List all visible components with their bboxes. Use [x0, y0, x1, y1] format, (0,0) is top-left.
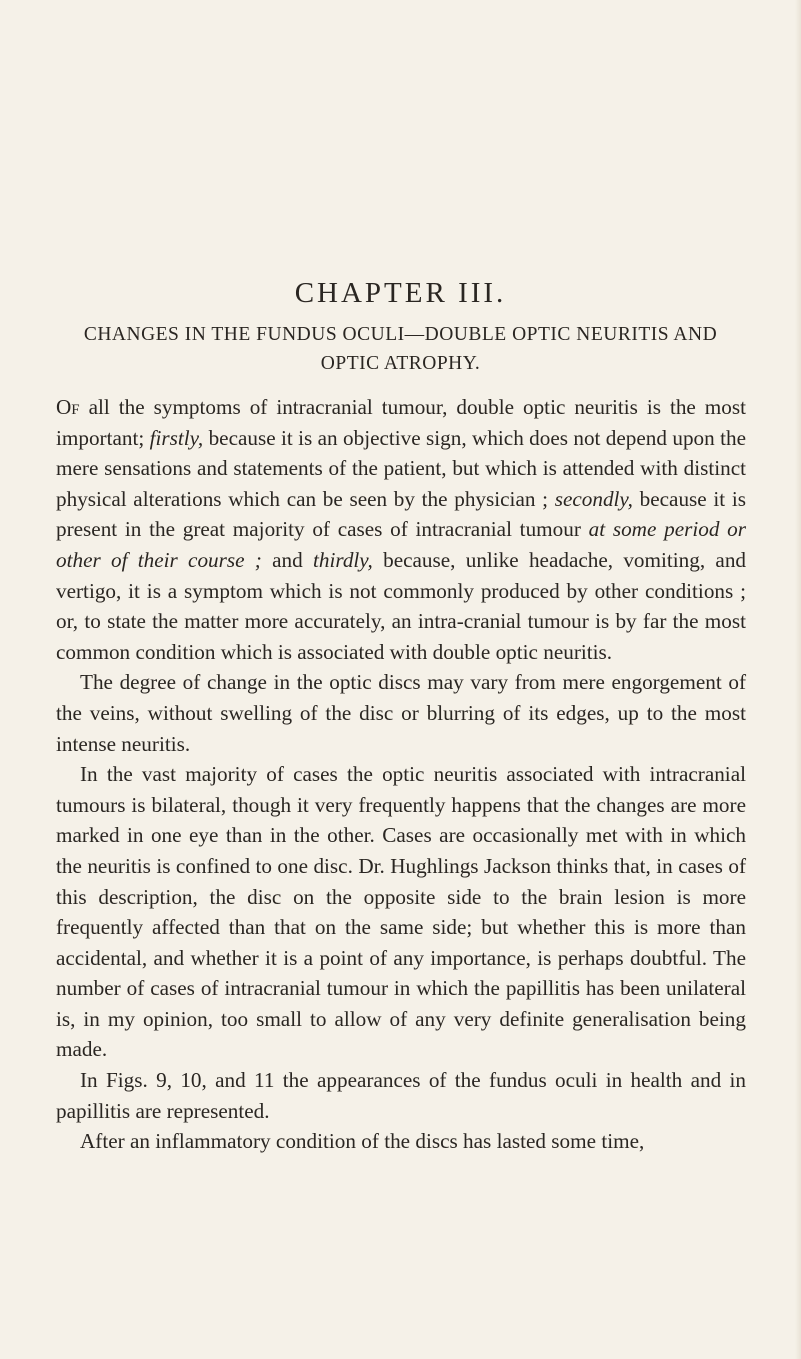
page-edge-shadow [795, 0, 801, 1359]
paragraph-4: In Figs. 9, 10, and 11 the appearances of the fundus oculi in health and in papillitis are represented. [56, 1068, 746, 1123]
italic-run: at some period or other of their course ; [56, 517, 746, 572]
text-run: because it is an objective sign, which does not depend upon the mere sensations and statements of the patient, but which is attended with distinct physical alterations which can be seen by the physician ; [56, 425, 746, 511]
text-run: all the symptoms of intracranial tumour, double optic neuritis is the most important; [56, 395, 746, 450]
body-text [56, 392, 746, 1157]
text-run: because it is present in the great majority of cases of intracranial tumour [56, 486, 746, 542]
italic-run: secondly, [554, 486, 633, 511]
italic-run: firstly, [149, 425, 204, 450]
italic-run: thirdly, [313, 547, 373, 572]
paragraph-2: The degree of change in the optic discs may vary from mere engorgement of the veins, without swelling of the disc or blurring of its edges, up to the most intense neuritis. [56, 670, 746, 756]
chapter-title: CHAPTER III. [294, 277, 507, 310]
paragraph-lead-word: Of [56, 395, 80, 419]
chapter-subtitle: CHANGES IN THE FUNDUS OCULI—DOUBLE OPTIC NEURITIS AND OPTIC ATROPHY. [83, 324, 718, 374]
text-run: because, unlike headache, vomiting, and vertigo, it is a symptom which is not commonly produced by other conditions ; or, to state the matter more accurately, an intra-cranial tumour is by far the most common condition which is associated with double optic neuritis. [56, 547, 747, 664]
paragraph-3: In the vast majority of cases the optic neuritis associated with intracranial tumours is bilateral, though it very frequently happens that the changes are more marked in one eye than in the other. Cases are occasionally met with in which the neuritis is confined to one disc. Dr. Hughlings Jackson thinks that, in cases of this description, the disc on the opposite side to the brain lesion is more frequently affected than that on the same side; but whether this is more than accidental, and whether it is a point of any importance, is perhaps doubtful. The number of cases of intracranial tumour in which the papillitis has been unilateral is, in my opinion, too small to allow of any very definite generalisation being made. [56, 762, 746, 1062]
paragraph-5: After an inflammatory condition of the discs has lasted some time, [80, 1129, 645, 1154]
text-run: and [261, 547, 313, 572]
paragraph-1 [56, 392, 746, 667]
